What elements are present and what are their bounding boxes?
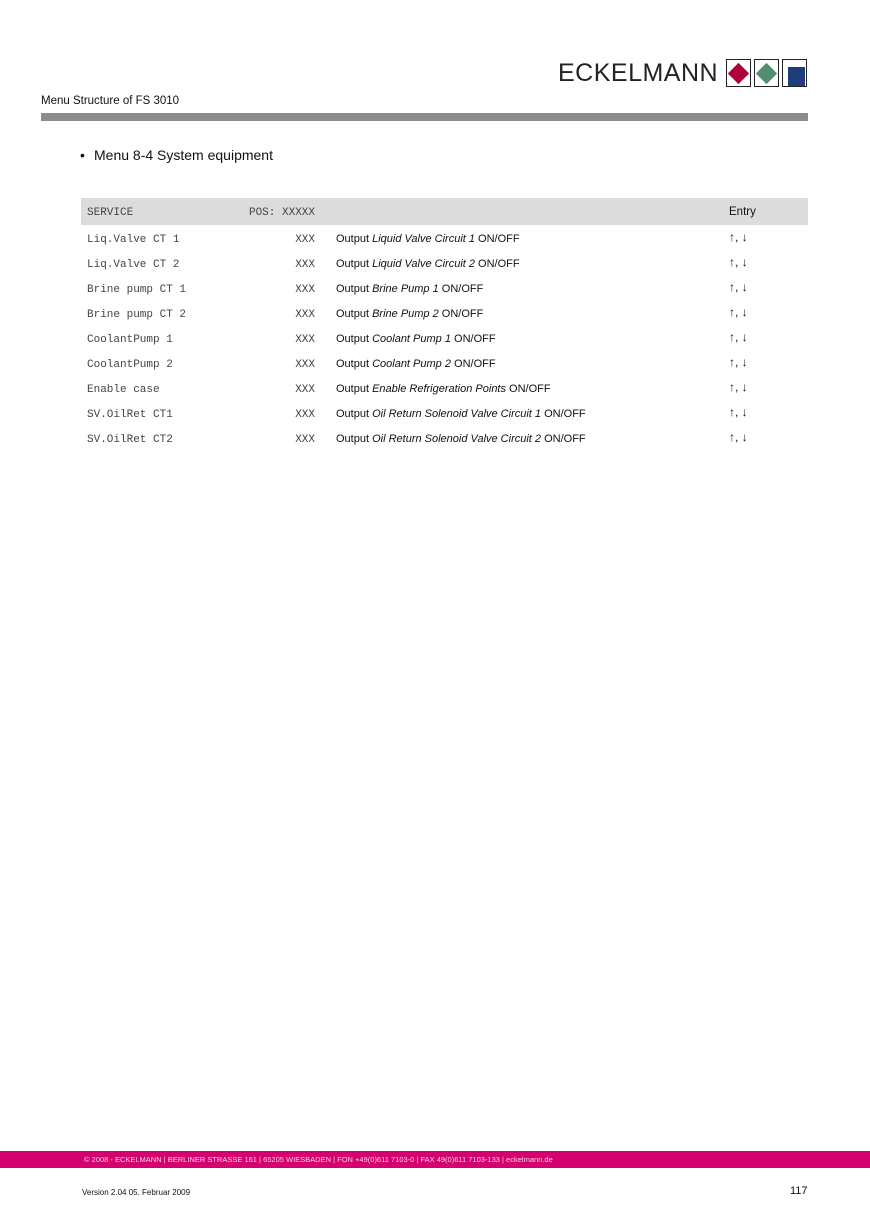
page-number: 117 — [790, 1185, 808, 1197]
desc-prefix: Output — [336, 408, 373, 420]
logo-mark-3 — [788, 67, 805, 87]
row-pos: XXX — [295, 234, 315, 246]
desc-suffix: ON/OFF — [475, 258, 520, 270]
row-pos: XXX — [295, 434, 315, 446]
row-name: SV.OilRet CT1 — [87, 409, 173, 421]
logo-square-blue — [782, 59, 807, 87]
row-description — [336, 333, 496, 345]
desc-prefix: Output — [336, 258, 373, 270]
desc-suffix: ON/OFF — [438, 308, 484, 320]
row-entry-arrows: ↑, ↓ — [729, 330, 748, 344]
section-title: Menu 8-4 System equipment — [94, 147, 273, 163]
row-entry-arrows: ↑, ↓ — [729, 380, 748, 394]
desc-italic: Brine Pump 2 — [372, 308, 439, 320]
desc-suffix: ON/OFF — [475, 233, 520, 245]
table-row — [81, 300, 808, 325]
menu-table — [81, 198, 808, 450]
row-description — [336, 233, 520, 245]
desc-suffix: ON/OFF — [438, 283, 484, 295]
table-row — [81, 250, 808, 275]
desc-prefix: Output — [336, 333, 373, 345]
desc-italic: Enable Refrigeration Points — [372, 383, 506, 395]
desc-prefix: Output — [336, 383, 373, 395]
row-entry-arrows: ↑, ↓ — [729, 355, 748, 369]
desc-suffix: ON/OFF — [450, 333, 496, 345]
desc-suffix: ON/OFF — [541, 433, 586, 445]
row-entry-arrows: ↑, ↓ — [729, 255, 748, 269]
table-row — [81, 400, 808, 425]
row-pos: XXX — [295, 309, 315, 321]
row-description — [336, 383, 551, 395]
table-row — [81, 375, 808, 400]
desc-italic: Oil Return Solenoid Valve Circuit 2 — [372, 433, 542, 445]
row-pos: XXX — [295, 384, 315, 396]
desc-suffix: ON/OFF — [541, 408, 586, 420]
logo-marks — [726, 59, 807, 87]
document-title: Menu Structure of FS 3010 — [41, 95, 180, 107]
row-name: SV.OilRet CT2 — [87, 434, 173, 446]
table-row — [81, 275, 808, 300]
bullet: • — [80, 147, 85, 163]
desc-prefix: Output — [336, 308, 373, 320]
table-header-row — [81, 198, 808, 225]
row-description — [336, 283, 483, 295]
header-divider-bar — [41, 113, 808, 121]
row-description — [336, 408, 586, 420]
desc-prefix: Output — [336, 433, 373, 445]
header-service: SERVICE — [87, 207, 134, 219]
row-description — [336, 433, 586, 445]
desc-suffix: ON/OFF — [506, 383, 551, 395]
logo-text: ECKELMANN — [558, 59, 719, 87]
row-description — [336, 358, 496, 370]
desc-italic: Brine Pump 1 — [372, 283, 439, 295]
row-entry-arrows: ↑, ↓ — [729, 280, 748, 294]
eckelmann-logo — [558, 58, 807, 88]
row-description — [336, 258, 520, 270]
footer-address: © 2008 - ECKELMANN | BERLINER STRASSE 161 | 65205 WIESBADEN | FON +49(0)611 7103-0 | FAX 49(0)611 7103-133 | eckelmann.de — [84, 1155, 553, 1164]
row-pos: XXX — [295, 359, 315, 371]
table-row — [81, 325, 808, 350]
header-entry: Entry — [729, 206, 756, 218]
desc-italic: Coolant Pump 1 — [372, 333, 451, 345]
row-description — [336, 308, 483, 320]
row-pos: XXX — [295, 259, 315, 271]
table-row — [81, 350, 808, 375]
row-name: Brine pump CT 1 — [87, 284, 187, 296]
desc-italic: Oil Return Solenoid Valve Circuit 1 — [372, 408, 542, 420]
desc-suffix: ON/OFF — [450, 358, 496, 370]
table-row — [81, 225, 808, 250]
row-entry-arrows: ↑, ↓ — [729, 430, 748, 444]
logo-diamond-green — [754, 59, 779, 87]
row-pos: XXX — [295, 284, 315, 296]
logo-mark-2 — [756, 63, 777, 84]
desc-italic: Liquid Valve Circuit 1 — [372, 233, 475, 245]
table-body — [81, 225, 808, 450]
desc-italic: Liquid Valve Circuit 2 — [372, 258, 475, 270]
row-pos: XXX — [295, 334, 315, 346]
section-heading — [80, 147, 273, 163]
row-name: Brine pump CT 2 — [87, 309, 187, 321]
header-pos: POS: XXXXX — [248, 207, 315, 219]
desc-italic: Coolant Pump 2 — [372, 358, 451, 370]
desc-prefix: Output — [336, 283, 373, 295]
row-entry-arrows: ↑, ↓ — [729, 305, 748, 319]
version-info: Version 2.04 05. Februar 2009 — [82, 1188, 191, 1197]
row-name: Liq.Valve CT 1 — [87, 234, 180, 246]
desc-prefix: Output — [336, 358, 373, 370]
row-name: Enable case — [87, 384, 160, 396]
desc-prefix: Output — [336, 233, 373, 245]
row-name: CoolantPump 1 — [87, 334, 173, 346]
row-entry-arrows: ↑, ↓ — [729, 230, 748, 244]
row-name: CoolantPump 2 — [87, 359, 173, 371]
row-pos: XXX — [295, 409, 315, 421]
footer-bar — [0, 1151, 870, 1168]
row-name: Liq.Valve CT 2 — [87, 259, 180, 271]
row-entry-arrows: ↑, ↓ — [729, 405, 748, 419]
logo-mark-1 — [728, 63, 749, 84]
logo-diamond-red — [726, 59, 751, 87]
table-row — [81, 425, 808, 450]
